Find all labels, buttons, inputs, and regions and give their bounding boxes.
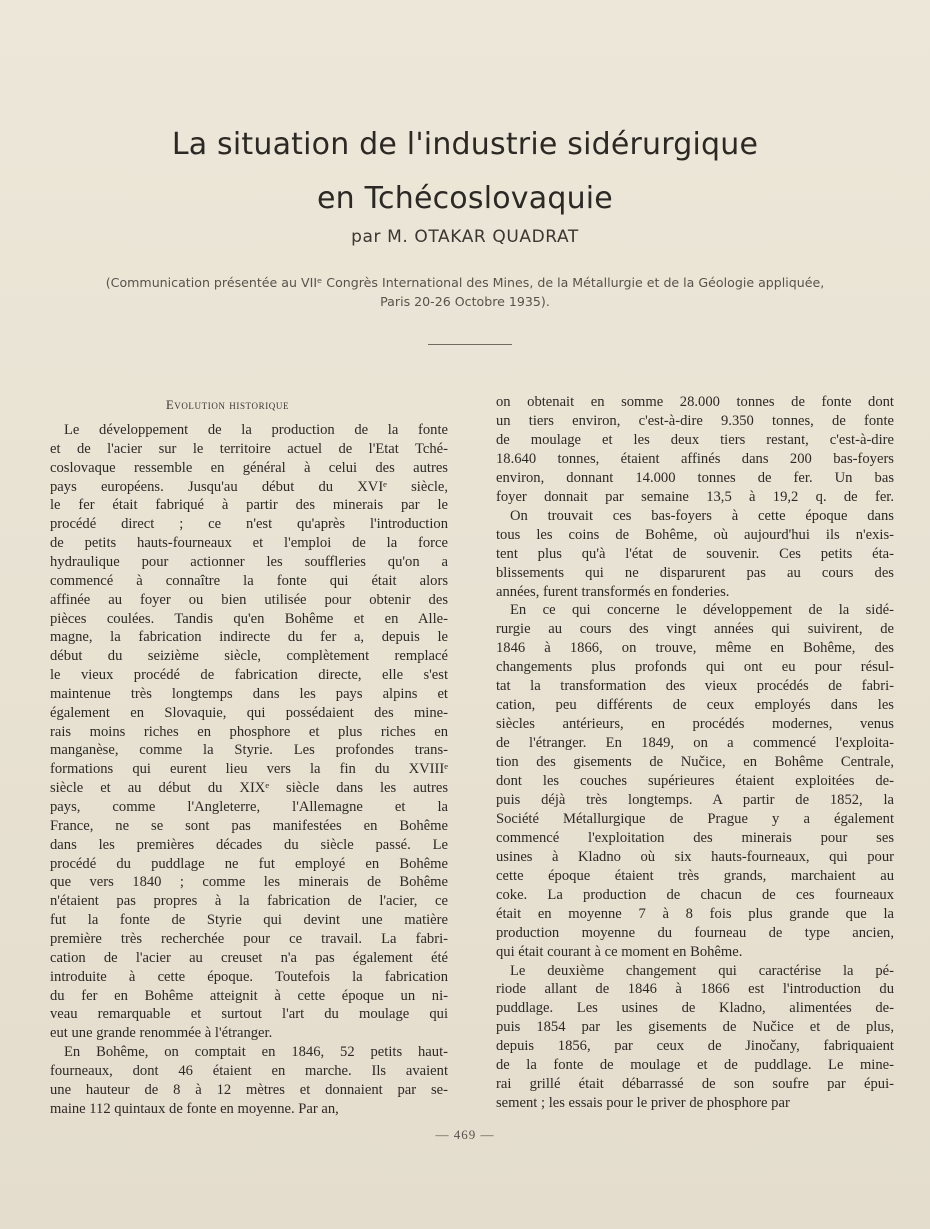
text-line: commencé à connaître la fonte qui était alors bbox=[50, 572, 448, 589]
text-line: cation de l'acier au creuset n'a pas également été bbox=[50, 949, 448, 966]
text-line: depuis 1856, par ceux de Jinočany, fabriquaient bbox=[496, 1038, 894, 1055]
text-line: usines à Kladno où six hauts-fourneaux, qui pour bbox=[496, 848, 894, 865]
text-line: puddlage. Les usines de Kladno, alimentées de- bbox=[496, 1000, 894, 1017]
text-line: rurgie au cours des vingt années qui suivirent, de bbox=[496, 621, 894, 638]
text-line: le fer était fabriqué à partir des minerais par le bbox=[50, 497, 448, 514]
text-line: introduite à cette époque. Toutefois la fabrication bbox=[50, 968, 448, 985]
text-line: magne, la fabrication indirecte du fer a, depuis le bbox=[50, 629, 448, 646]
text-line: dans les premières décades du siècle passé. Le bbox=[50, 836, 448, 853]
text-line: riode allant de 1846 à 1866 est l'introduction du bbox=[496, 981, 894, 998]
title-line: en Tchécoslovaquie bbox=[317, 181, 613, 216]
article-title bbox=[0, 118, 930, 226]
text-line: première très recherchée pour ce travail. La fabri- bbox=[50, 930, 448, 947]
text-line: puis déjà très longtemps. A partir de 1852, la bbox=[496, 791, 894, 808]
text-line: maine 112 quintaux de fonte en moyenne. Par an, bbox=[50, 1100, 339, 1117]
text-line: On trouvait ces bas-foyers à cette époque dans bbox=[510, 507, 894, 524]
text-line: hydraulique pour actionner les souffleries qu'on a bbox=[50, 553, 448, 570]
text-line: En Bohême, on comptait en 1846, 52 petits haut- bbox=[64, 1044, 448, 1061]
text-line: Le développement de la production de la fonte bbox=[64, 422, 448, 438]
text-line: pays européens. Jusqu'au début du XVIᵉ siècle, bbox=[50, 478, 448, 495]
text-line: 1846 à 1866, on trouve, même en Bohême, des bbox=[496, 640, 894, 657]
text-line: rais moins riches en phosphore et plus riches en bbox=[50, 723, 448, 740]
text-line: dont les couches supérieures étaient exploitées de- bbox=[496, 773, 894, 789]
text-line: siècles antérieurs, en procédés modernes, venus bbox=[496, 716, 894, 733]
text-line: une hauteur de 8 à 12 mètres et donnaient par se- bbox=[50, 1081, 448, 1098]
text-line: tent plus qu'à l'état de souvenir. Ces petits éta- bbox=[496, 545, 894, 562]
text-line: tous les coins de Bohême, où aujourd'hui ils n'exis- bbox=[496, 526, 894, 543]
text-line: changements plus profonds qui ont eu pour résul- bbox=[496, 659, 894, 676]
text-line: années, furent transformés en fonderies. bbox=[496, 583, 730, 600]
section-heading: Evolution historique bbox=[166, 398, 290, 412]
text-line: fourneaux, dont 46 étaient en marche. Ils avaient bbox=[50, 1062, 448, 1079]
text-line: affinée au foyer ou bien utilisée pour obtenir des bbox=[50, 591, 448, 608]
text-line: également en Slovaquie, qui possédaient des mine- bbox=[50, 704, 448, 721]
text-line: Société Métallurgique de Prague y a également bbox=[496, 810, 894, 827]
text-line: commencé l'exploitation des minerais pour ses bbox=[496, 829, 894, 846]
text-line: maintenue très longtemps dans les pays alpins et bbox=[50, 685, 448, 702]
text-line: coke. La production de chacun de ces fourneaux bbox=[496, 886, 894, 903]
text-line: 18.640 tonnes, étaient affinés dans 200 bas-foyers bbox=[496, 450, 894, 467]
text-line: production moyenne du fourneau de type ancien, bbox=[496, 924, 894, 941]
text-line: que vers 1840 ; comme les minerais de Bohême bbox=[50, 874, 448, 891]
text-line: le vieux procédé de fabrication directe, elle s'est bbox=[50, 667, 448, 684]
text-line: puis 1854 par les gisements de Nučice et de plus, bbox=[496, 1019, 894, 1036]
text-line: En ce qui concerne le développement de la sidé- bbox=[510, 602, 894, 619]
text-line: foyer donnait par semaine 13,5 à 19,2 q. de fer. bbox=[496, 488, 894, 505]
text-line: rai grillé était débarrassé de son soufre par épui- bbox=[496, 1076, 894, 1093]
text-line: siècle et au début du XIXᵉ siècle dans les autres bbox=[50, 780, 448, 797]
text-line: de moulage et les deux tiers restant, c'est-à-dire bbox=[496, 431, 894, 448]
page-number: — 469 — bbox=[435, 1127, 495, 1142]
text-line: procédé du puddlage ne fut employé en Bohême bbox=[50, 855, 448, 872]
text-line: on obtenait en somme 28.000 tonnes de fonte dont bbox=[496, 394, 894, 410]
text-line: de la fonte de moulage et de puddlage. Le mine- bbox=[496, 1057, 894, 1074]
text-line: manganèse, comme la Styrie. Les profondes trans- bbox=[50, 742, 448, 759]
text-line: un tiers environ, c'est-à-dire 9.350 tonnes, de fonte bbox=[496, 412, 894, 429]
text-line: pays, comme l'Angleterre, l'Allemagne et la bbox=[50, 799, 448, 815]
text-line: était en moyenne 7 à 8 fois plus grande que la bbox=[496, 905, 894, 922]
text-line: France, ne se sont pas manifestées en Bohême bbox=[50, 817, 448, 834]
text-line: procédé direct ; ce n'est qu'après l'introduction bbox=[50, 516, 448, 533]
text-line: tion des gisements de Nučice, en Bohême Centrale, bbox=[496, 754, 894, 771]
text-line: de l'étranger. En 1849, on a commencé l'exploita- bbox=[496, 735, 894, 752]
text-line: formations qui eurent lieu vers la fin du XVIIIᵉ bbox=[50, 761, 448, 778]
author-byline: par M. OTAKAR QUADRAT bbox=[351, 227, 579, 247]
text-line: sement ; les essais pour le priver de phosphore par bbox=[496, 1095, 790, 1112]
communication-line: (Communication présentée au VIIᵉ Congrès International des Mines, de la Métallurgie et de la Géologie appliquée, bbox=[105, 275, 825, 290]
text-line: qui était courant à ce moment en Bohême. bbox=[496, 943, 743, 960]
text-line: eut une grande renommée à l'étranger. bbox=[50, 1025, 273, 1042]
communication-note bbox=[60, 273, 870, 311]
title-line: La situation de l'industrie sidérurgique bbox=[171, 127, 759, 162]
text-line: cation, peu différents de ceux employés dans les bbox=[496, 697, 894, 714]
text-line: tat la transformation des vieux procédés de fabri- bbox=[496, 678, 894, 695]
text-line: n'étaient pas propres à la fabrication de l'acier, ce bbox=[50, 893, 448, 910]
text-line: veau remarquable et surtout l'art du moulage qui bbox=[50, 1006, 448, 1023]
text-line: de petits hauts-fourneaux et l'emploi de la force bbox=[50, 535, 448, 552]
text-line: pièces coulées. Tandis qu'en Bohême et en Alle- bbox=[50, 610, 448, 627]
text-line: coslovaque ressemble en général à celui des autres bbox=[50, 459, 448, 476]
text-line: début du seizième siècle, complètement remplacé bbox=[50, 648, 448, 665]
text-line: du fer en Bohême atteignit à cette époque un ni- bbox=[50, 987, 448, 1004]
text-line: fut la fonte de Styrie qui devint une matière bbox=[50, 912, 448, 929]
text-line: blissements qui ne disparurent pas au cours des bbox=[496, 564, 894, 581]
text-line: cette époque étaient très grands, marchaient au bbox=[496, 867, 894, 884]
communication-line: Paris 20-26 Octobre 1935). bbox=[380, 294, 550, 309]
text-line: et de l'acier sur le territoire actuel de l'Etat Tché- bbox=[50, 440, 448, 457]
text-line: environ, donnant 14.000 tonnes de fer. Un bas bbox=[496, 469, 894, 486]
title-divider bbox=[428, 344, 512, 345]
text-line: Le deuxième changement qui caractérise la pé- bbox=[510, 962, 894, 979]
